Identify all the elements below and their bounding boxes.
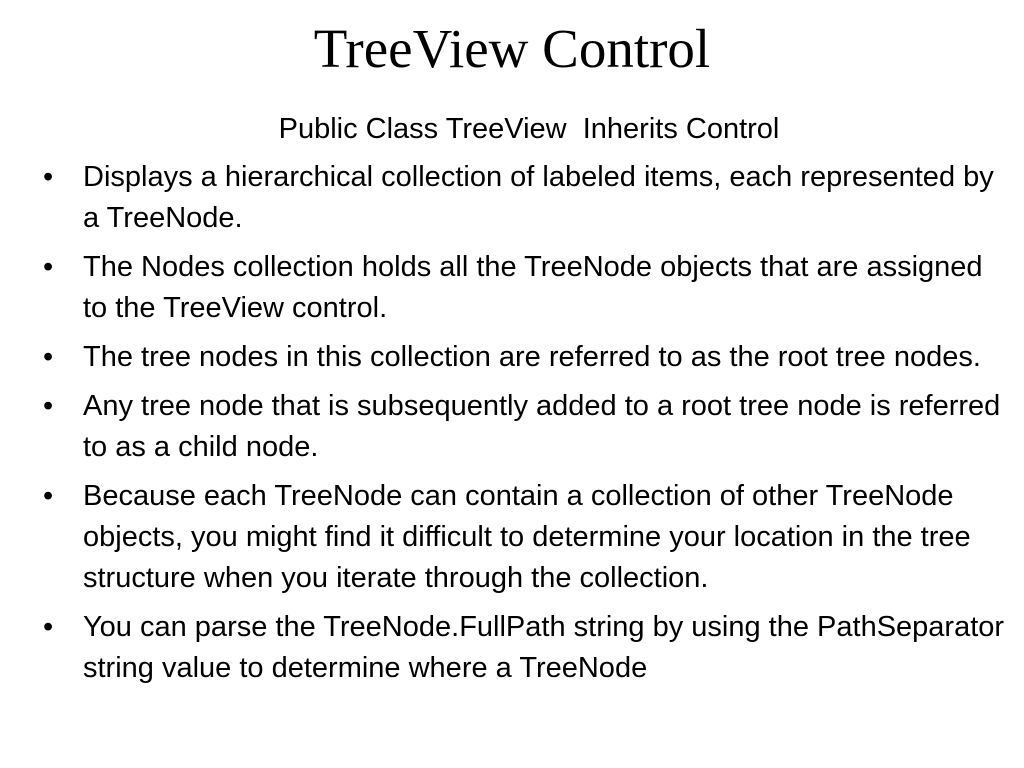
bullet-icon: • <box>43 341 54 373</box>
bullet-item <box>0 607 1024 689</box>
bullet-icon: • <box>43 251 54 283</box>
slide-subtitle: Public Class TreeView Inherits Control <box>278 113 780 145</box>
slide-title: TreeView Control <box>313 18 711 79</box>
bullet-text: The Nodes collection holds all the TreeNode objects that are assigned to the TreeView control. <box>83 251 983 324</box>
bullet-icon: • <box>43 611 54 643</box>
bullet-item <box>0 247 1024 329</box>
bullet-text: Displays a hierarchical collection of labeled items, each represented by a TreeNode. <box>83 161 994 234</box>
bullet-text: Any tree node that is subsequently added to a root tree node is referred to as a child node. <box>83 390 1001 463</box>
bullet-icon: • <box>43 161 54 193</box>
bullet-item <box>0 386 1024 468</box>
bullet-item <box>0 337 1024 378</box>
bullet-list <box>0 157 1024 697</box>
bullet-text: You can parse the TreeNode.FullPath string by using the PathSeparator string value to determine where a TreeNode <box>83 611 1005 684</box>
bullet-icon: • <box>43 480 54 512</box>
bullet-item <box>0 476 1024 599</box>
bullet-text: Because each TreeNode can contain a collection of other TreeNode objects, you might find it difficult to determine your location in the tree structure when you iterate through the collection. <box>83 480 971 594</box>
bullet-icon: • <box>43 390 54 422</box>
bullet-item <box>0 157 1024 239</box>
bullet-text: The tree nodes in this collection are referred to as the root tree nodes. <box>83 341 981 373</box>
